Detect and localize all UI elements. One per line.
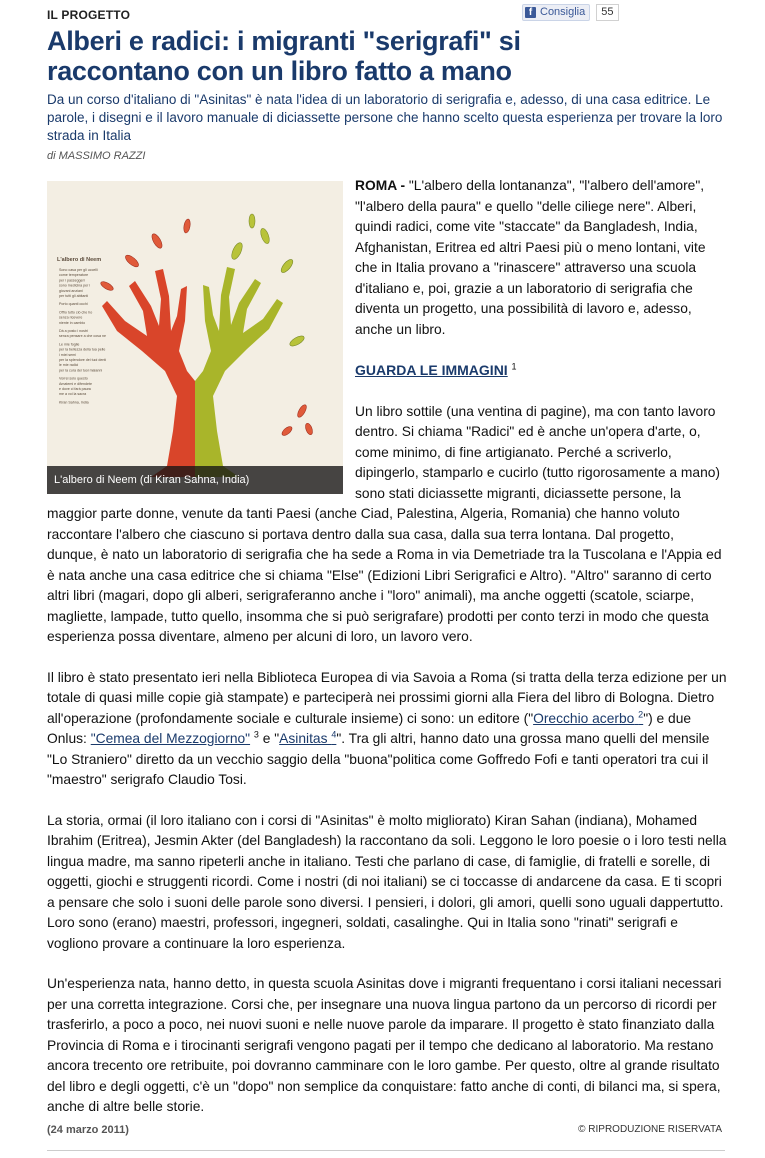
paragraph-3-text-b: ") e due Onlus:	[47, 710, 692, 746]
orecchio-acerbo-label: Orecchio acerbo	[533, 710, 635, 726]
paragraph-3-text-c: e "	[258, 731, 280, 746]
poem-line: per la bellezza della tua pelle	[59, 347, 106, 352]
poem-line: giovani anziani	[59, 288, 83, 293]
poem-line: come temperatore	[59, 273, 89, 278]
paragraph-2: Un libro sottile (una ventina di pagine), ma con tanto lavoro dentro. Si chiama "Radici" ed è anche un'opera d'arte, o, come minimo, di fine artigianato. Perché a scriverlo, dipingerlo, stamparlo e cucirlo (tutto rigorosamente a mano) sono stati diciassette migranti, diciassette persone, la maggior parte donne, venute da tanti Paesi (anche Ciad, Palestina, Algeria, Romania) che hanno voluto raccontare l'albero che ciascuno si portava dentro dalla sua casa, dalla sua terra lontana. Dal progetto, dunque, è nato un laboratorio di serigrafia che ha sede a Roma in via Demetriade tra la Tuscolana e l'Appia ed è nata anche una casa editrice che si chiama "Else" (Edizioni Libri Serigrafici e Altro). "Altro" saranno di certo altri libri (magari, dopo gli alberi, serigraferanno anche i "loro" animali), ma anche oggetti (scatole, sciarpe, magliette, lampade, tutto quello, insomma che si può serigrafare) prodotti per conto terzi in modo che questa esperienza possa diventare, almeno per alcuni di loro, un lavoro vero.	[47, 403, 722, 644]
poem-line: per tutti gli abitanti	[59, 294, 89, 298]
facebook-like-widget[interactable]	[522, 4, 619, 20]
poem-title: L'albero di Neem	[57, 257, 102, 263]
footnote-1: 1	[511, 361, 517, 372]
poem-line: sono medicina per i	[59, 283, 91, 288]
poem-line: per la cura dei tuoi malanni	[59, 368, 103, 373]
paragraph-4: La storia, ormai (il loro italiano con i corsi di "Asinitas" è molto migliorato) Kiran Sahan (indiana), Mohamed Ibrahim (Eritrea), Jesmin Akter (del Bangladesh) la raccontano da soli. Leggono le loro poesie o i loro testi nella lingua madre, ma sanno ripeterli anche in italiano. Testi che parlano di case, di famiglie, di fratelli e sorelle, di oggetti, giochi e struggenti ricordi. Come i nostri (di noi italiani) se ci toccasse di andarcene da casa. E ti scopri a pensare che solo i suoni delle parole sono diversi. I pensieri, i dolori, gli amori, quelli sono uguali dappertutto. Loro sono (erano) maestri, professori, ingegneri, soldati, casalinghe. Qui in Italia sono "rinati" serigrafi e vogliono provare a continuare la loro esperienza.	[47, 812, 727, 951]
article-byline: di MASSIMO RAZZI	[47, 150, 146, 162]
footnote-3: 3	[253, 729, 259, 740]
paragraph-3-text-d: ". Tra gli altri, hanno dato una grossa mano quelli del mensile "Lo Straniero" diretto da un vecchio saggio della "buona"politica come Goffredo Fofi e tanti operatori tra cui il "maestro" serigrafo Claudio Tosi.	[47, 731, 710, 787]
poem-line: i miei semi	[59, 352, 76, 357]
article-summary: Da un corso d'italiano di "Asinitas" è nata l'idea di un laboratorio di serigrafia e, adesso, di una casa editrice. Le parole, i disegni e il lavoro manuale di diciassette persone che hanno scelto questa esperienza per trovare la loro strada in Italia	[47, 92, 723, 143]
poem-line: Vorrei solo questo	[59, 376, 88, 381]
footnote-2: 2	[638, 708, 644, 719]
asinitas-link[interactable]	[279, 731, 336, 746]
section-kicker: IL PROGETTO	[47, 8, 131, 22]
paragraph-5: Un'esperienza nata, hanno detto, in questa scuola Asinitas dove i migranti frequentano i corsi italiani necessari per una corretta integrazione. Corsi che, per insegnare una nuova lingua partono da un percorso di ricordi per trasferirlo, a poco a poco, nei nuovi suoni e nelle nuove parole da imparare. Il progetto è stato finanziato dalla Provincia di Roma e i tirocinanti serigrafi vengono pagati per il tempo che dedicano al laboratorio. Ma restano ancora trecento ore retribuite, poi dovranno camminare con le loro gambe. Per questo, oltre al grande risultato del libro e degli oggetti, c'è un "dopo" non semplice da conquistare: fatto anche di conti, di bilanci ma, si spera, anche di altre belle storie.	[47, 976, 722, 1114]
poem-line: niente in cambio	[59, 320, 86, 325]
poem-line: Dà a posto i nostri	[59, 329, 88, 333]
poem-line: le mie radici	[59, 363, 79, 368]
guarda-immagini-label: GUARDA LE IMMAGINI	[355, 362, 508, 378]
cemea-link[interactable]: "Cemea del Mezzogiorno"	[90, 731, 251, 746]
asinitas-label: Asinitas	[279, 731, 328, 746]
paragraph-1-text: "L'albero della lontananza", "l'albero dell'amore", "l'albero della paura" e quello "delle ciliege nere". Alberi, quindi radici, come vite "staccate" da Bangladesh, India, Afghanistan, Eritrea ed altri Paesi più o meno lontani, vite che in Italia provano a "rinascere" attraverso una scuola d'italiano e, poi, grazie a un laboratorio di serigrafia che diventa un progetto, una possibilità di lavoro e, adesso, anche un libro.	[355, 178, 706, 337]
poem-line: e dove ci farà paura	[59, 387, 91, 391]
poem-line: Amatemi e difendete	[59, 381, 92, 386]
orecchio-acerbo-link[interactable]	[533, 708, 644, 726]
facebook-like-count: 55	[596, 4, 618, 21]
facebook-icon: f	[525, 7, 536, 18]
poem-line: Le mie foglie	[59, 342, 80, 347]
footnote-4: 4	[331, 729, 337, 740]
poem-line: senza ricevere	[59, 315, 83, 320]
poem-line: per la splendore dei tuoi denti	[59, 358, 107, 362]
article-footer	[47, 1124, 722, 1136]
paragraph-3-text-a: Il libro è stato presentato ieri nella Biblioteca Europea di via Savoia a Roma (si tratta della terza edizione per un totale di quasi mille copie già stampate) e parteciperà nei prossimi giorni alla Fiera del libro di Bologna. Dietro all'operazione (profondamente sociale e culturale insieme) ci sono: un editore ("	[47, 669, 727, 726]
poem-line: me a voi la sacra	[59, 392, 87, 397]
guarda-immagini-link[interactable]	[355, 362, 508, 378]
poem-line: Kiran Sahna, India	[59, 400, 89, 405]
article-figure[interactable]	[47, 181, 343, 494]
footer-divider	[47, 1150, 725, 1151]
poem-line: Sono casa per gli uccelli	[59, 268, 98, 272]
figure-caption: L'albero di Neem (di Kiran Sahna, India)	[47, 466, 343, 494]
poem-line: senza pensare a che cosa ne	[59, 334, 106, 339]
dateline: ROMA -	[355, 178, 409, 193]
facebook-like-button[interactable]	[522, 4, 590, 21]
facebook-like-label: Consiglia	[540, 6, 586, 18]
poem-line: Porto quanti occhi	[59, 302, 88, 307]
copyright-notice: © RIPRODUZIONE RISERVATA	[578, 1124, 722, 1135]
publication-date: (24 marzo 2011)	[47, 1124, 129, 1136]
paragraph-3	[47, 668, 727, 791]
poem-line: Offro tutto ciò che ho	[59, 310, 93, 315]
tree-illustration	[47, 181, 343, 494]
article-headline: Alberi e radici: i migranti "serigrafi" si raccontano con un libro fatto a mano	[47, 26, 521, 86]
poem-line: per i passeggeri	[59, 278, 85, 283]
